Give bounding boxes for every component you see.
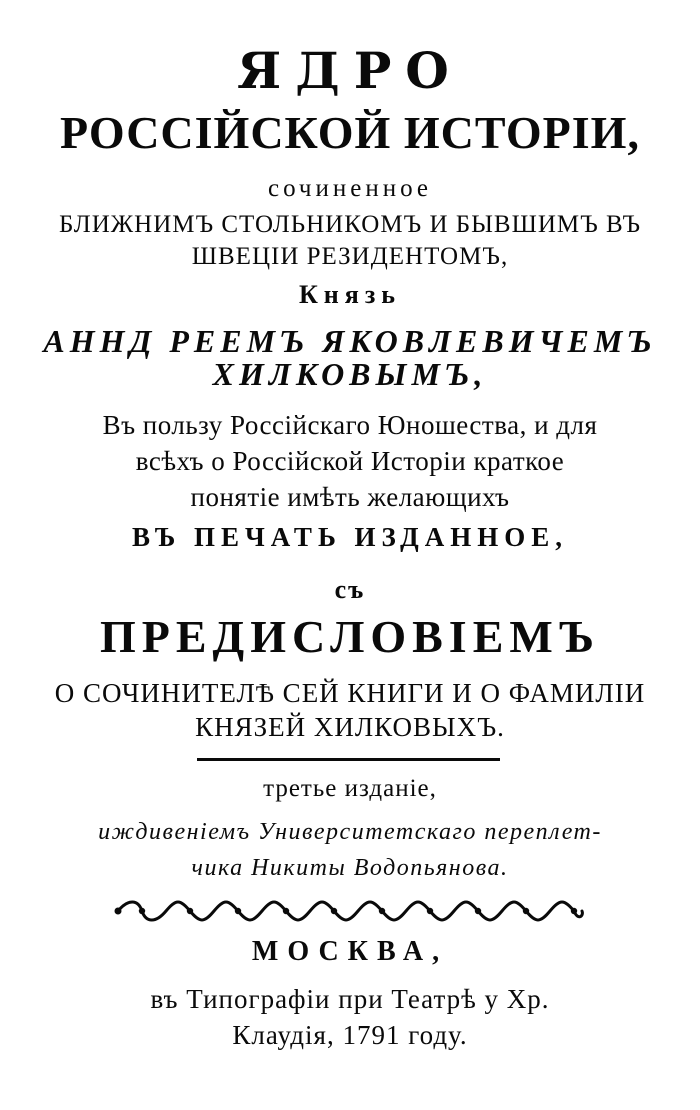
edition-label: третье изданіе,	[263, 775, 437, 802]
author-role-line-1: БЛИЖНИМЪ СТОЛЬНИКОМЪ И БЫВШИМЪ ВЪ	[59, 211, 641, 238]
publisher-line-2: чика Никиты Водопьянова.	[191, 855, 509, 881]
imprint-line-1: въ Типографiи при Театрѣ у Хр.	[150, 984, 550, 1014]
about-line-1: О СОЧИНИТЕЛѢ СЕЙ КНИГИ И О ФАМИЛІИ	[54, 678, 646, 708]
purpose-line-2: всѣхъ о Россійской Исторіи краткое	[135, 446, 565, 476]
purpose-line-1: Въ пользу Россійскаго Юношества, и для	[102, 410, 598, 440]
publisher-line-1: иждивенiемъ Университетскаго переплет-	[98, 819, 602, 845]
author-role-line-2: ШВЕЦIИ РЕЗИДЕНТОМЪ,	[191, 243, 509, 270]
composed-label: сочиненное	[267, 175, 433, 202]
city-name: МОСКВА,	[251, 936, 449, 967]
imprint-line-2: Клаудiя, 1791 году.	[232, 1020, 468, 1050]
book-subtitle: РОССІЙСКОЙ ИСТОРІИ,	[60, 107, 640, 158]
author-name-line-2: ХИЛКОВЫМЪ,	[212, 356, 488, 392]
book-title: ЯДРО	[237, 41, 463, 100]
horizontal-rule	[197, 758, 500, 761]
preface-heading: ПРЕДИСЛОВІЕМЪ	[100, 611, 600, 662]
prince-title: Князь	[298, 280, 402, 309]
author-name-line-1: АННД РЕЕМЪ ЯКОВЛЕВИЧЕМЪ	[43, 323, 657, 359]
about-line-2: КНЯЗЕЙ ХИЛКОВЫХЪ.	[195, 712, 505, 742]
purpose-line-3: понятіе имѣть желающихъ	[190, 482, 510, 512]
printed-statement: ВЪ ПЕЧАТЬ ИЗДАННОЕ,	[132, 522, 568, 552]
decorative-ornament	[112, 896, 588, 926]
with-word: съ	[334, 575, 366, 604]
